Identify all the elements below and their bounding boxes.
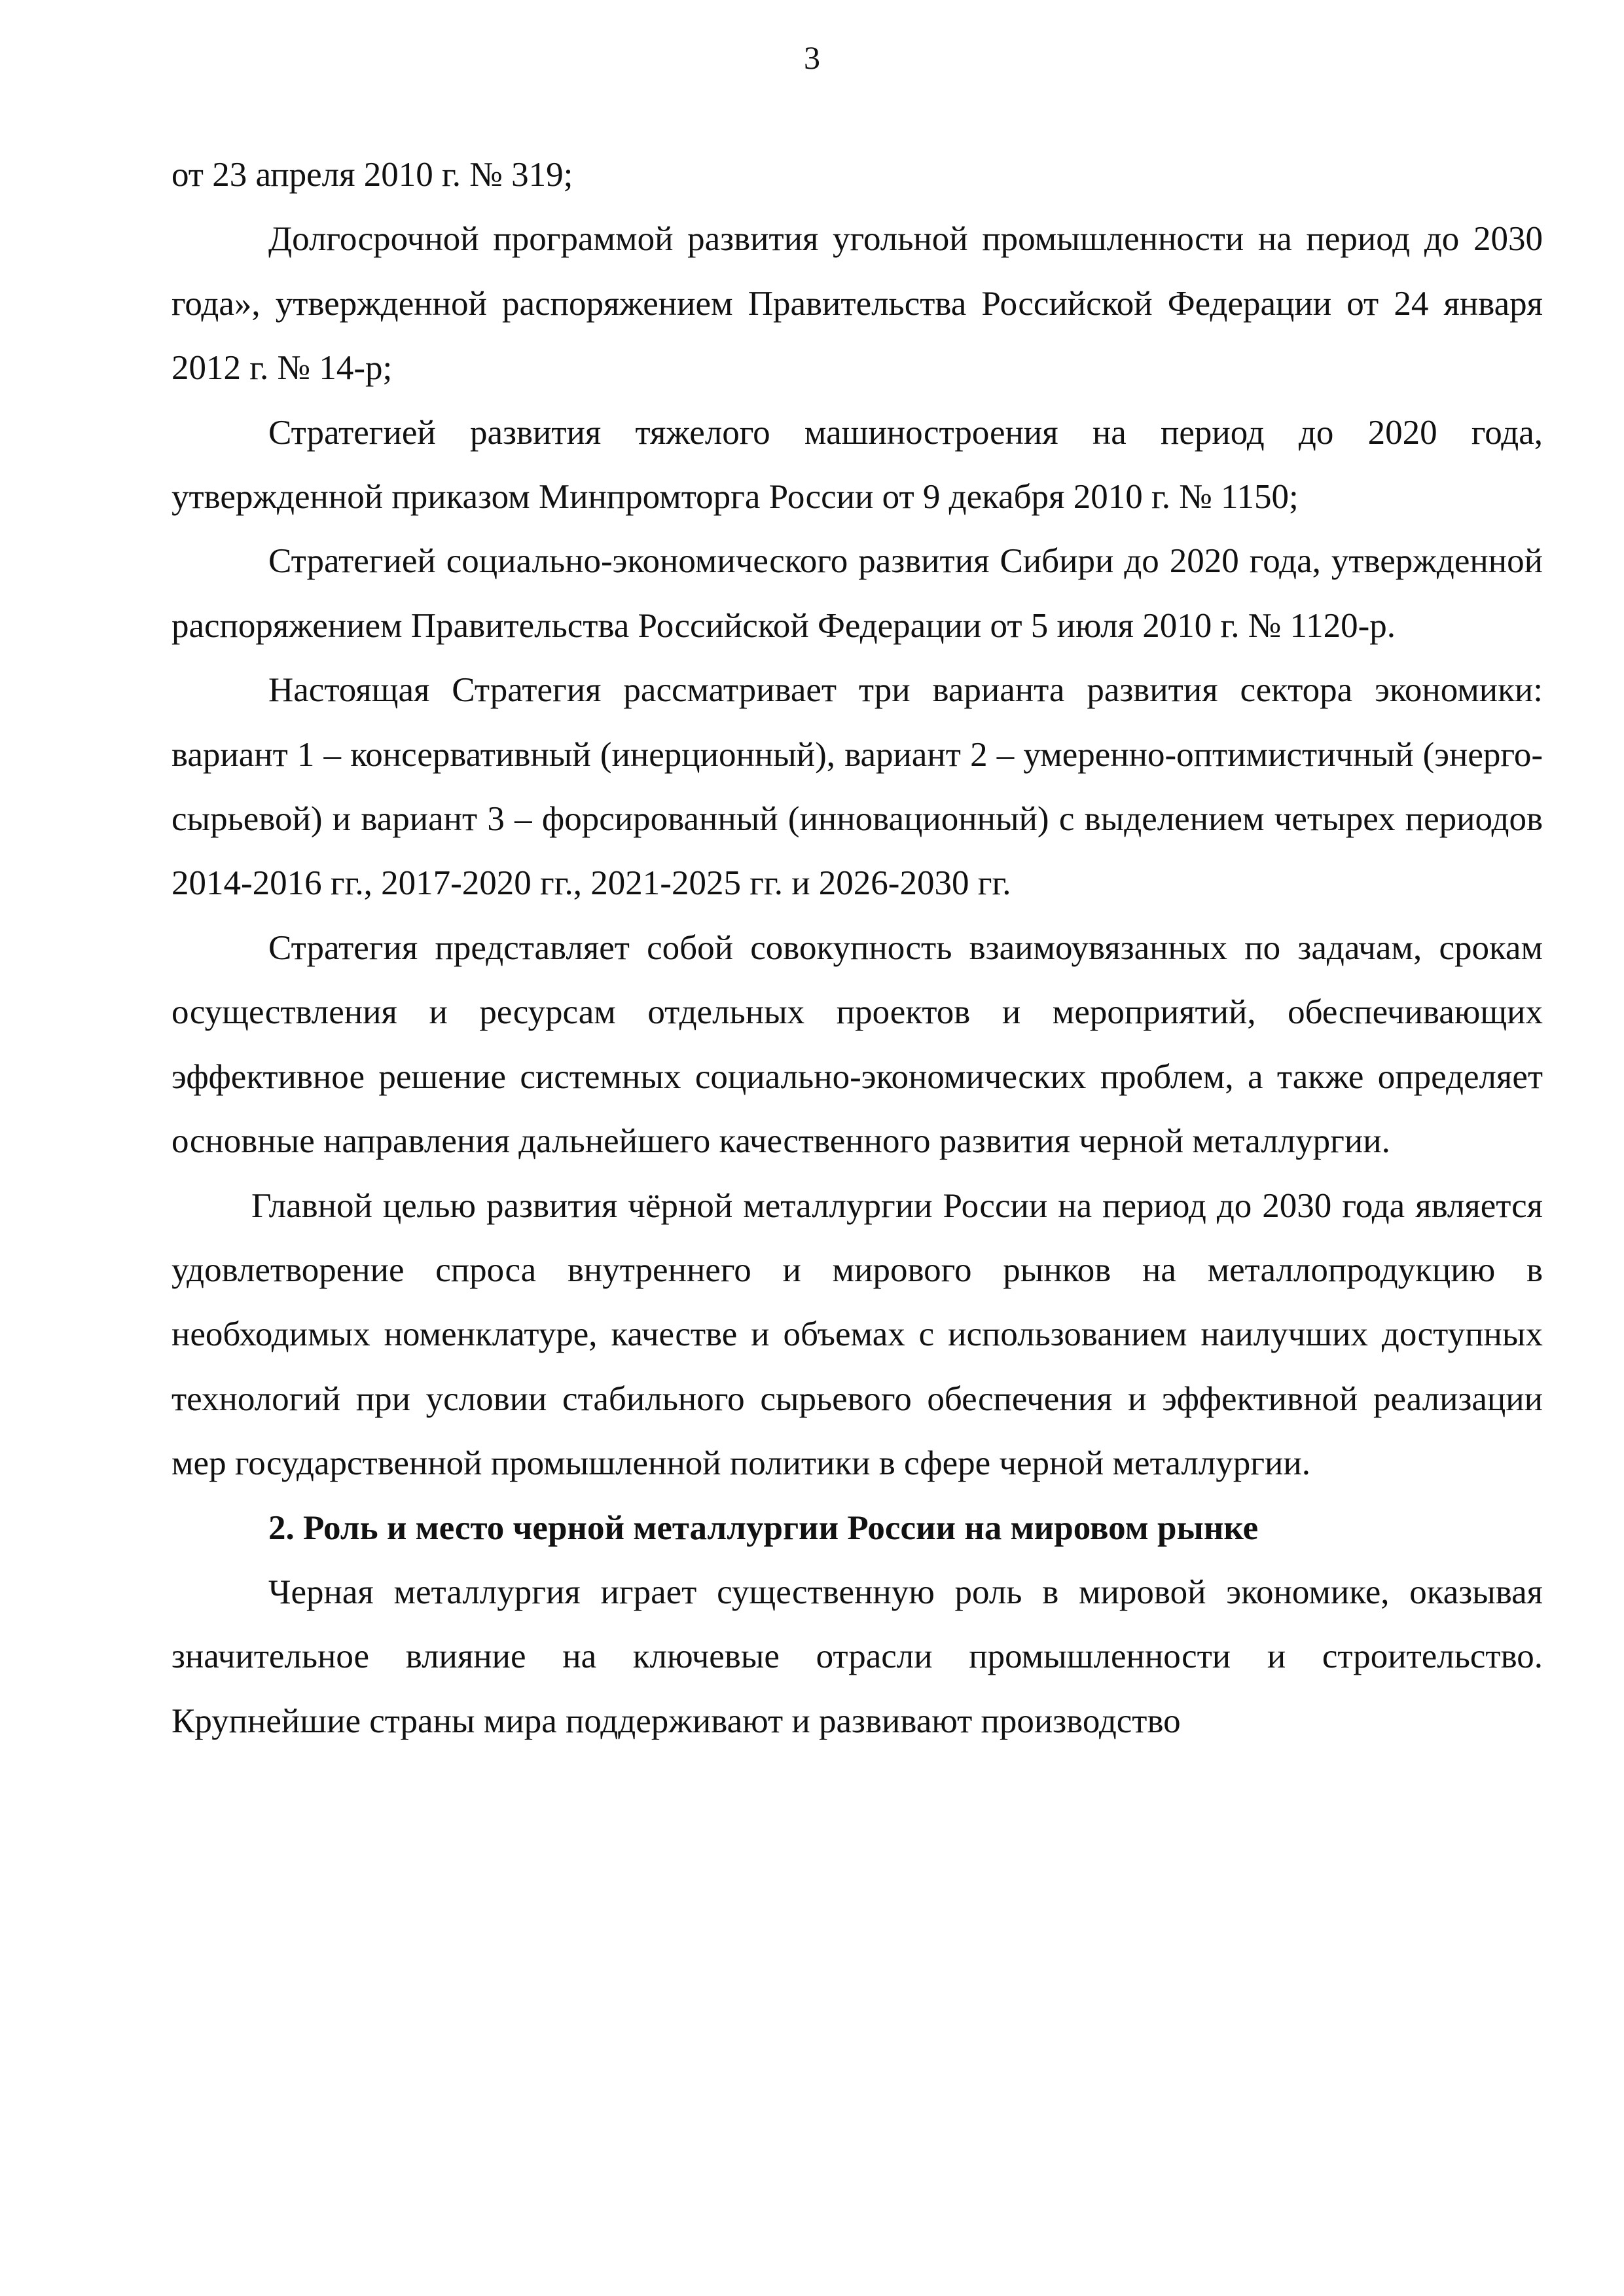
document-body	[171, 143, 1543, 1753]
paragraph-strategy-definition: Стратегия представляет собой совокупность взаимоувязанных по задачам, срокам осуществления и ресурсам отдельных проектов и мероприятий, обеспечивающих эффективное решение системных социально-экономических проблем, а также определяет основные направления дальнейшего качественного развития черной металлургии.	[171, 928, 1543, 1161]
section-heading: 2. Роль и место черной металлургии России на мировом рынке	[268, 1508, 1259, 1547]
paragraph-main-goal: Главной целью развития чёрной металлургии России на период до 2030 года является удовлетворение спроса внутреннего и мирового рынков на металлопродукцию в необходимых номенклатуре, качестве и объемах с использованием наилучших доступных технологий при условии стабильного сырьевого обеспечения и эффективной реализации мер государственной промышленной политики в сфере черной металлургии.	[171, 1186, 1543, 1483]
paragraph-coal-program: Долгосрочной программой развития угольной промышленности на период до 2030 года», утвержденной распоряжением Правительства Российской Федерации от 24 января 2012 г. № 14-р;	[171, 220, 1543, 388]
page-number: 3	[804, 39, 820, 76]
paragraph-decree-date: от 23 апреля 2010 г. № 319;	[171, 156, 573, 194]
paragraph-world-role: Черная металлургия играет существенную роль в мировой экономике, оказывая значительное влияние на ключевые отрасли промышленности и строительство. Крупнейшие страны мира поддерживают и развивают производство	[171, 1573, 1543, 1740]
paragraph-siberia-strategy: Стратегией социально-экономического развития Сибири до 2020 года, утвержденной распоряжением Правительства Российской Федерации от 5 июля 2010 г. № 1120-р.	[171, 542, 1543, 645]
paragraph-strategy-variants: Настоящая Стратегия рассматривает три варианта развития сектора экономики: вариант 1 – консервативный (инерционный), вариант 2 – умеренно-оптимистичный (энерго-сырьевой) и вариант 3 – форсированный (инновационный) с выделением четырех периодов 2014-2016 гг., 2017-2020 гг., 2021-2025 гг. и 2026-2030 гг.	[171, 671, 1543, 903]
paragraph-heavy-machinery-strategy: Стратегией развития тяжелого машиностроения на период до 2020 года, утвержденной приказом Минпромторга России от 9 декабря 2010 г. № 1150;	[171, 413, 1543, 517]
